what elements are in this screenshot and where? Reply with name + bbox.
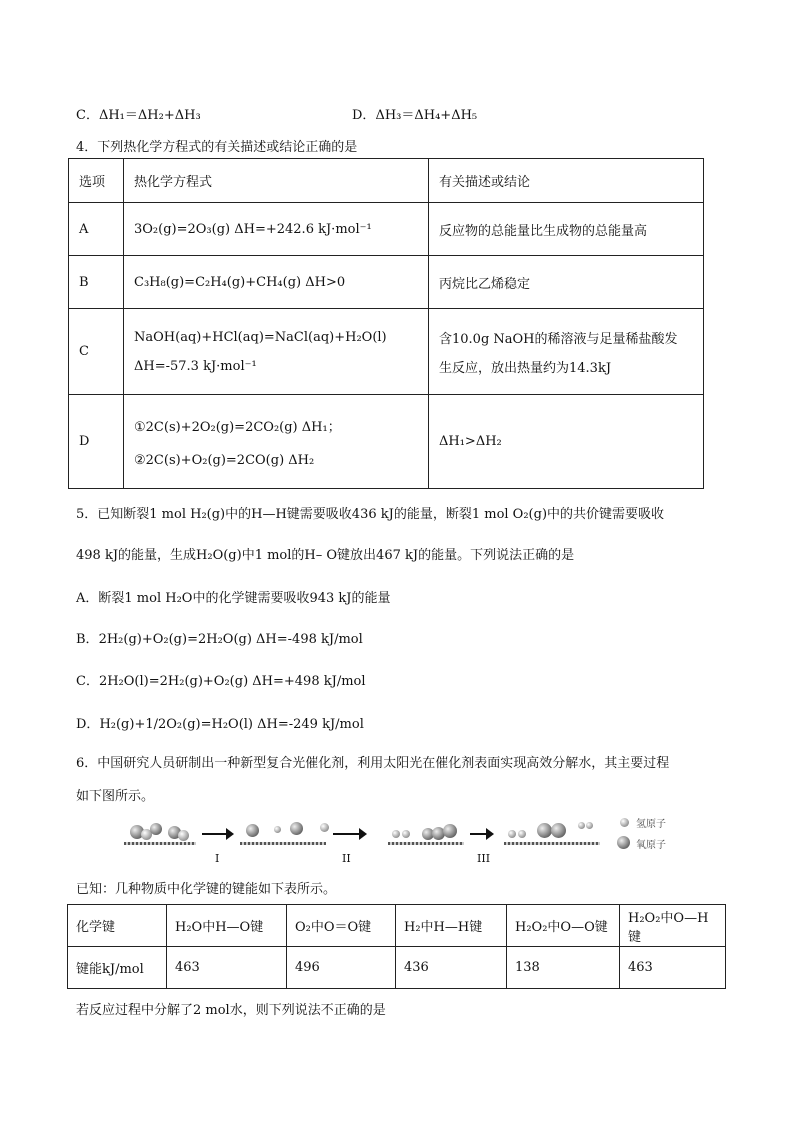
q3-option-d: D．ΔH₃＝ΔH₄+ΔH₅ (352, 108, 478, 123)
catalyst-surface (504, 842, 600, 845)
hydrogen-atom (392, 830, 400, 838)
equation-line: ΔH=-57.3 kJ·mol⁻¹ (134, 358, 257, 374)
header-cell: 化学键 (68, 905, 167, 947)
catalyst-surface (124, 842, 196, 845)
conclusion-line: 含10.0g NaOH的稀溶液与足量稀盐酸发 (439, 331, 678, 347)
q6-closing: 若反应过程中分解了2 mol水，则下列说法不正确的是 (76, 1003, 386, 1018)
bond-energy-table (67, 904, 726, 989)
conclusion-line: 生反应，放出热量约为14.3kJ (439, 360, 612, 376)
q4-row-b (69, 256, 704, 309)
header-cell: H₂O₂中O—O键 (507, 905, 620, 947)
value-cell: 138 (507, 947, 620, 989)
oxygen-atom (150, 823, 162, 835)
legend-hydrogen: 氢原子 (636, 819, 666, 830)
row-label: 键能kJ/mol (68, 947, 167, 989)
header-cell: O₂中O＝O键 (287, 905, 396, 947)
q4-row-c (69, 309, 704, 395)
conclusion-cell: 反应物的总能量比生成物的总能量高 (429, 203, 704, 256)
header-equation: 热化学方程式 (124, 159, 429, 203)
q3-option-c: C．ΔH₁＝ΔH₂+ΔH₃ (76, 108, 201, 123)
hydrogen-atom (586, 822, 593, 829)
oxygen-atom (290, 822, 303, 835)
legend-oxygen: 氧原子 (636, 840, 666, 851)
step-label: II (342, 852, 351, 865)
hydrogen-atom (518, 830, 526, 838)
hydrogen-atom (178, 830, 189, 841)
step-label: III (477, 852, 491, 865)
q5-option-a: A．断裂1 mol H₂O中的化学键需要吸收943 kJ的能量 (76, 591, 391, 606)
option-cell: D (69, 395, 124, 489)
conclusion-cell: 丙烷比乙烯稳定 (429, 256, 704, 309)
oxygen-atom (443, 824, 457, 838)
equation-cell (124, 395, 429, 489)
q4-table (68, 158, 704, 489)
equation-cell (124, 309, 429, 395)
option-cell: B (69, 256, 124, 309)
oxygen-atom (551, 823, 566, 838)
equation-line: ①2C(s)+2O₂(g)=2CO₂(g) ΔH₁； (134, 419, 341, 435)
oxygen-atom (537, 823, 552, 838)
q4-table-header (69, 159, 704, 203)
oxygen-legend-icon (617, 836, 630, 849)
q6-stem-line1: 6．中国研究人员研制出一种新型复合光催化剂，利用太阳光在催化剂表面实现高效分解水，其主要过程 (76, 756, 670, 771)
option-cell: A (69, 203, 124, 256)
oxygen-atom (246, 824, 259, 837)
hydrogen-atom (402, 830, 410, 838)
q5-stem-line1: 5．已知断裂1 mol H₂(g)中的H—H键需要吸收436 kJ的能量，断裂1 mol O₂(g)中的共价键需要吸收 (76, 507, 665, 522)
equation-cell: 3O₂(g)=2O₃(g) ΔH=+242.6 kJ·mol⁻¹ (124, 203, 429, 256)
arrow-icon (202, 833, 232, 835)
bond-table-row (68, 947, 726, 989)
hydrogen-atom (320, 823, 329, 832)
value-cell: 496 (287, 947, 396, 989)
hydrogen-atom (578, 822, 585, 829)
header-cell: H₂O中H—O键 (167, 905, 287, 947)
bond-table-header (68, 905, 726, 947)
conclusion-cell: ΔH₁>ΔH₂ (429, 395, 704, 489)
q6-known: 已知：几种物质中化学键的键能如下表所示。 (76, 882, 337, 897)
q5-stem-line2: 498 kJ的能量，生成H₂O(g)中1 mol的H– O键放出467 kJ的能量。下列说法正确的是 (76, 548, 575, 563)
value-cell: 436 (396, 947, 507, 989)
hydrogen-atom (274, 826, 281, 833)
conclusion-cell (429, 309, 704, 395)
arrow-icon (333, 833, 365, 835)
step-label: I (215, 852, 220, 865)
equation-cell: C₃H₈(g)=C₂H₄(g)+CH₄(g) ΔH>0 (124, 256, 429, 309)
value-cell: 463 (620, 947, 726, 989)
q5-option-c: C．2H₂O(l)=2H₂(g)+O₂(g) ΔH=+498 kJ/mol (76, 674, 366, 689)
arrow-icon (470, 833, 492, 835)
option-cell: C (69, 309, 124, 395)
q4-row-d (69, 395, 704, 489)
value-cell: 463 (167, 947, 287, 989)
q6-stem-line2: 如下图所示。 (76, 789, 155, 804)
hydrogen-atom (508, 830, 516, 838)
header-option: 选项 (69, 159, 124, 203)
equation-line: ②2C(s)+O₂(g)=2CO(g) ΔH₂ (134, 452, 315, 468)
hydrogen-legend-icon (620, 818, 629, 827)
q5-option-b: B．2H₂(g)+O₂(g)=2H₂O(g) ΔH=-498 kJ/mol (76, 632, 363, 647)
header-conclusion: 有关描述或结论 (429, 159, 704, 203)
q4-row-a (69, 203, 704, 256)
header-cell: H₂O₂中O—H键 (620, 905, 726, 947)
q4-stem: 4．下列热化学方程式的有关描述或结论正确的是 (76, 140, 358, 155)
equation-line: NaOH(aq)+HCl(aq)=NaCl(aq)+H₂O(l) (134, 329, 387, 345)
catalyst-surface (388, 842, 464, 845)
catalyst-surface (240, 842, 326, 845)
q5-option-d: D．H₂(g)+1/2O₂(g)=H₂O(l) ΔH=-249 kJ/mol (76, 717, 364, 732)
header-cell: H₂中H—H键 (396, 905, 507, 947)
